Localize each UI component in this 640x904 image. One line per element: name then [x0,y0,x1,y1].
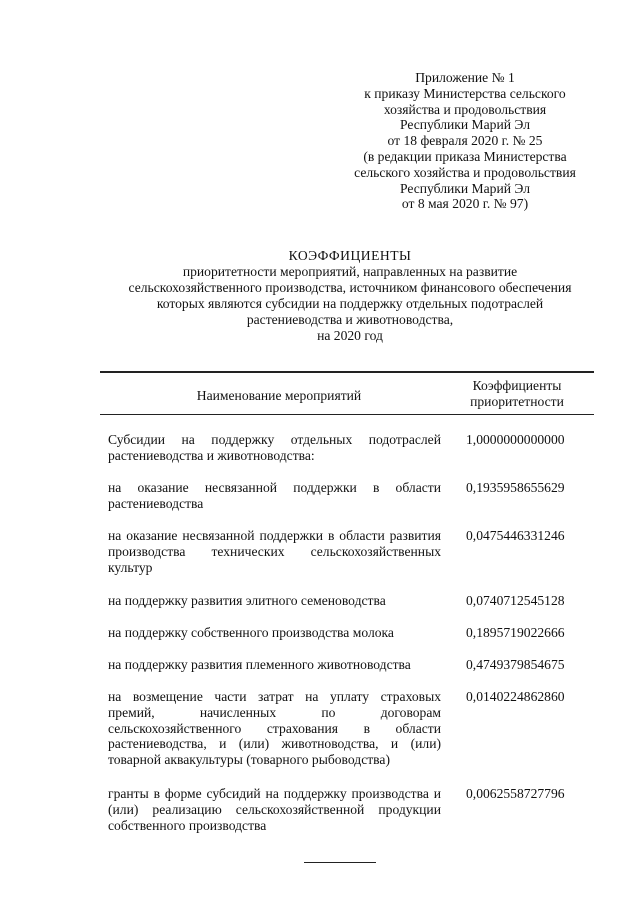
table-row-name: на оказание несвязанной поддержки в области растениеводства [108,480,441,511]
appendix-line: (в редакции приказа Министерства [363,148,567,164]
table-row-name: на поддержку развития элитного семеноводства [108,593,386,608]
table-row-name: гранты в форме субсидий на поддержку производства и (или) реализацию сельскохозяйственной продукции собственного производства [108,786,441,833]
table-row-name: на поддержку развития племенного животноводства [108,657,411,672]
table-row-name: на оказание несвязанной поддержки в области развития производства технических сельскохозяйственных культур [108,528,441,575]
table-row-value: 0,0140224862860 [466,689,565,704]
table-row-value: 0,1895719022666 [466,625,565,640]
appendix-line: Республики Марий Эл [399,117,531,133]
title-line: приоритетности мероприятий, направленных на развитие [182,264,518,279]
title-line: которых являются субсидии на поддержку отдельных подотраслей [156,296,544,311]
table-row-value: 0,1935958655629 [466,480,565,495]
appendix-line: от 18 февраля 2020 г. № 25 [387,133,543,149]
table-row-value: 0,0062558727796 [466,786,565,801]
table-row-name: на возмещение части затрат на уплату страховых премий, начисленных по договорам сельскохозяйственного страхования в области растениеводства, и (или) животноводства, и (или) товарной аквакультуры (товарного рыбоводства) [108,689,441,768]
appendix-line: к приказу Министерства сельского [364,85,566,101]
header-name: Наименование мероприятий [196,388,362,403]
table-row-value: 1,0000000000000 [466,432,565,447]
table-row-value: 0,4749379854675 [466,657,565,672]
table-row-name: на поддержку собственного производства молока [108,625,394,640]
title-line: растениеводства и животноводства, [246,312,454,327]
appendix-line: хозяйства и продовольствия [383,101,547,117]
document-title [60,248,640,344]
title-main: КОЭФФИЦИЕНТЫ [288,248,412,263]
header-coef-line: приоритетности [470,394,564,409]
appendix-line: Республики Марий Эл [399,180,531,196]
header-coef-line: Коэффициенты [472,378,562,393]
table-row-value: 0,0475446331246 [466,528,565,543]
appendix-line: Приложение № 1 [415,70,515,85]
appendix-line: сельского хозяйства и продовольствия [354,164,576,180]
table-top-rule [100,371,594,373]
title-line: сельскохозяйственного производства, источником финансового обеспечения [128,280,572,295]
appendix-block [340,70,590,212]
header-coefficient [450,378,584,410]
end-rule [304,862,376,863]
table-header-rule [100,414,594,415]
title-line: на 2020 год [317,328,383,343]
table-row-name: Субсидии на поддержку отдельных подотраслей растениеводства и животноводства: [108,432,441,463]
appendix-line: от 8 мая 2020 г. № 97) [401,196,529,212]
table-row-value: 0,0740712545128 [466,593,565,608]
